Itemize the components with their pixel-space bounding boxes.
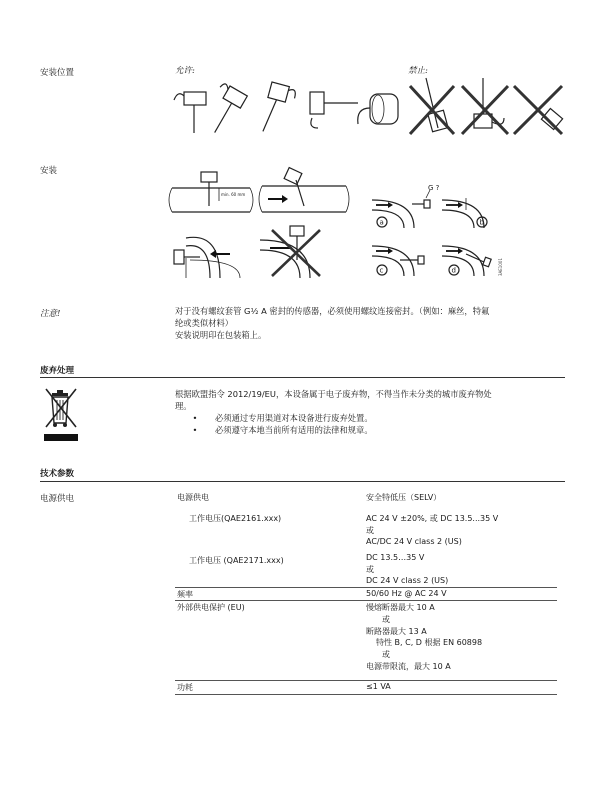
spec-protection-line-3: 断路器最大 13 A: [366, 626, 427, 636]
note-line-2: 纶或类似材料）: [175, 318, 234, 328]
allowed-position-3-icon: [259, 82, 297, 137]
min-60mm-marker: min. 60 mm: [221, 192, 246, 197]
spec-row-frequency: [175, 588, 557, 601]
allowed-position-1-icon: [174, 92, 206, 133]
spec-row-voltage-2161-label: 工作电压(QAE2161.xxx): [189, 514, 282, 523]
elbow-pipe-sensor-icon: [174, 237, 240, 278]
figure-id: 3AE1001: [498, 258, 503, 276]
disposal-divider: [40, 377, 565, 378]
disposal-line-1: 根据欧盟指令 2012/19/EU，本设备属于电子废弃物，不得当作未分类的城市废弃物处: [175, 389, 492, 399]
allowed-position-2-icon: [199, 82, 247, 138]
forbidden-label: 禁止:: [408, 66, 428, 76]
spec-row-power-consumption-label: 功耗: [177, 683, 193, 692]
crossed-bin-icon: [42, 387, 82, 445]
elbow-detail-c-icon: [372, 246, 424, 276]
forbidden-position-1-icon: [410, 78, 454, 134]
spec-row-power-consumption-value: ≤1 VA: [366, 682, 391, 691]
elbow-detail-a-icon: [372, 190, 430, 228]
disposal-line-2: 理。: [175, 401, 192, 411]
allowed-label: 允许:: [175, 66, 195, 76]
g-label: G ?: [428, 184, 440, 192]
note-label: 注意!: [40, 309, 61, 319]
circle-c-label: c: [379, 266, 384, 275]
elbow-pipe-forbidden-icon: [260, 226, 320, 278]
elbow-detail-b-icon: [442, 198, 487, 228]
bullet-icon: •: [192, 413, 198, 423]
disposal-bullet-2: • 必须遵守本地当前所有适用的法律和规章。: [175, 424, 567, 436]
forbidden-position-3-icon: [514, 86, 563, 134]
installation-label: 安装: [40, 166, 58, 176]
spec-protection-line-1: 慢熔断器最大 10 A: [366, 603, 435, 612]
spec-voltage-2161-line-1: AC 24 V ±20%, 或 DC 13.5...35 V: [366, 514, 499, 523]
allowed-orientations-figure: [172, 78, 372, 140]
power-supply-section-label: 电源供电: [40, 494, 75, 504]
spec-table: [175, 491, 557, 695]
note-text: [175, 305, 565, 341]
spec-row-voltage-2171: [175, 550, 557, 588]
pipe-installation-figure: [170, 168, 350, 280]
tech-divider: [40, 481, 565, 482]
install-position-label: 安装位置: [40, 68, 75, 78]
spec-protection-line-6: 电源带限流，最大 10 A: [366, 661, 451, 671]
spec-voltage-2171-line-3: DC 24 V class 2 (US): [366, 576, 449, 585]
forbidden-orientations-figure: [408, 78, 568, 140]
straight-pipe-vertical-sensor-icon: [169, 172, 253, 212]
spec-row-external-protection-label: 外部供电保护 (EU): [177, 603, 245, 612]
elbow-detail-d-icon: [442, 246, 491, 276]
spec-row-external-protection: [175, 601, 557, 681]
note-line-1: 对于没有螺纹套管 G½ A 密封的传感器，必须使用螺纹连接密封。（例如：麻丝，特氟: [175, 306, 490, 316]
disposal-text: [175, 388, 567, 436]
straight-pipe-tilted-sensor-icon: [259, 168, 349, 212]
spec-voltage-2171-line-2: 或: [366, 564, 374, 574]
allowed-position-4-icon: [310, 92, 358, 128]
spec-protection-line-4: 特性 B, C, D 根据 EN 60898: [376, 638, 483, 648]
spec-row-frequency-label: 频率: [177, 590, 193, 599]
spec-row-voltage-2161: [175, 513, 557, 550]
bullet-icon: •: [192, 425, 198, 435]
elbow-detail-figure: [370, 182, 506, 280]
spec-voltage-2171-line-1: DC 13.5…35 V: [366, 553, 425, 562]
spec-protection-line-5: 或: [382, 650, 390, 660]
spec-voltage-2161-line-2: 或: [366, 525, 374, 535]
spec-row-voltage-2171-label: 工作电压 (QAE2171.xxx): [189, 556, 284, 565]
spec-protection-line-2: 或: [382, 614, 390, 624]
circle-a-label: a: [379, 218, 384, 227]
spec-row-power-supply: [175, 491, 557, 513]
note-line-3: 安装说明印在包装箱上。: [175, 330, 267, 340]
tech-heading: 技术参数: [40, 469, 75, 479]
circle-b-label: b: [479, 218, 484, 227]
spec-row-frequency-value: 50/60 Hz @ AC 24 V: [366, 589, 447, 598]
spec-row-power-supply-value: 安全特低压（SELV）: [366, 493, 442, 502]
spec-row-power-supply-label: 电源供电: [177, 493, 209, 502]
disposal-bullet-1: • 必须通过专用渠道对本设备进行废弃处置。: [175, 412, 567, 424]
allowed-position-5-icon: [354, 88, 402, 134]
circle-d-label: d: [451, 266, 456, 275]
disposal-heading: 废弃处理: [40, 366, 75, 376]
forbidden-position-2-icon: [462, 78, 508, 134]
spec-voltage-2161-line-3: AC/DC 24 V class 2 (US): [366, 537, 462, 546]
spec-row-power-consumption: [175, 681, 557, 695]
